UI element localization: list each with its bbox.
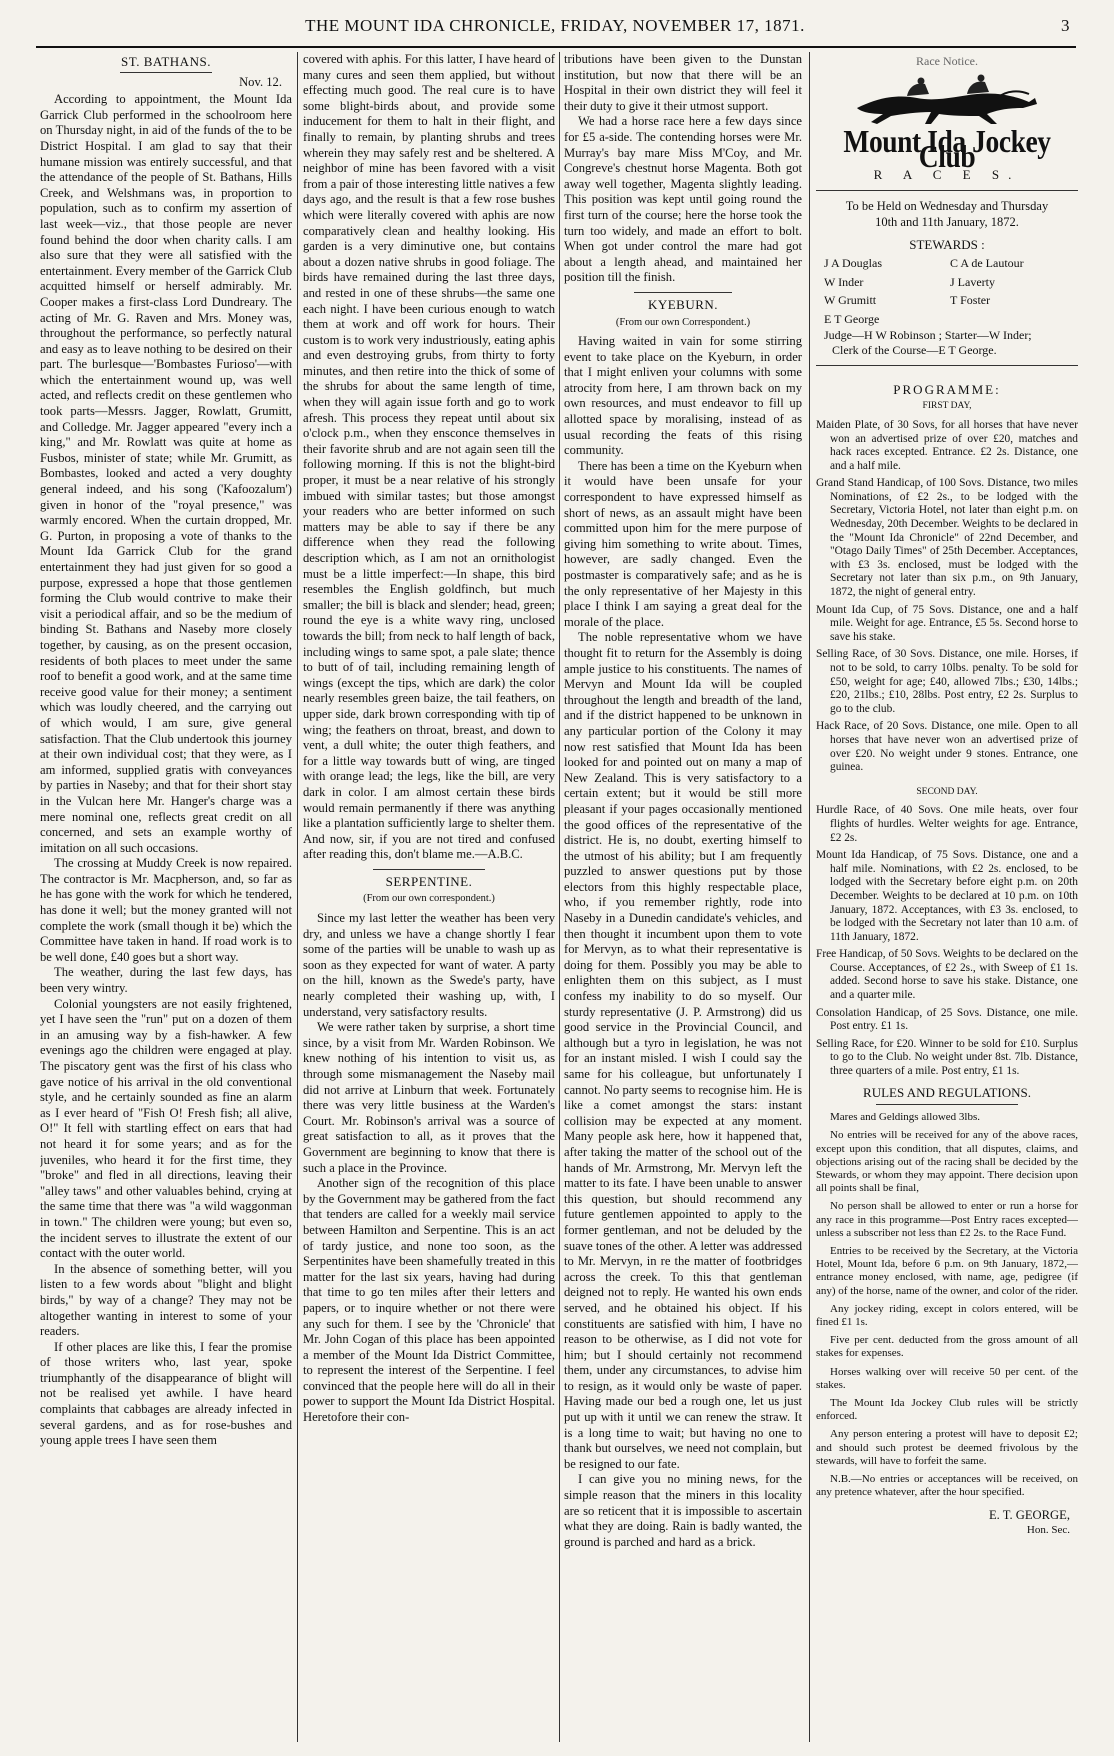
masthead: [40, 16, 1070, 46]
signature-title: Hon. Sec.: [1026, 1524, 1070, 1537]
ad-rule: [816, 190, 1078, 191]
article-paragraph: The crossing at Muddy Creek is now repaired. The contractor is Mr. Macpherson, and, so far as he has gone with the work for which he tendered, has done it well; but the money granted will not complete the work (small though it be) which the Committee have taken in hand. If road work is to be well done, £40 goes but a short way.: [40, 856, 292, 964]
stewards-list: [824, 256, 1078, 327]
article-paragraph: Having waited in vain for some stirring event to take place on the Kyeburn, in order that I might enliven your columns with some atrocity from here, I am thrown back on my own resources, and must endeavor to fill up allotted space by moralising, instead of as usual recording the feats of this rising community.: [564, 334, 802, 458]
races-label: R A C E S.: [873, 166, 1021, 182]
racehorse-illustration-icon: [847, 72, 1047, 128]
race-entry: Consolation Handicap, of 25 Sovs. Distance, one mile. Post entry. £1 1s.: [816, 1006, 1078, 1033]
signature-name: E. T. GEORGE,: [988, 1507, 1070, 1522]
article-paragraph: tributions have been given to the Dunstan institution, but now that there will be an Hospital in their own district they will feel it their duty to give it their utmost support.: [564, 52, 802, 113]
steward-name: [950, 312, 1078, 328]
rule-item: N.B.—No entries or acceptances will be received, on any pretence whatever, after the hour specified.: [816, 1473, 1078, 1499]
race-dates-line: 10th and 11th January, 1872.: [875, 214, 1019, 229]
article-paragraph: We were rather taken by surprise, a short time since, by a visit from Mr. Warden Robinson. We knew nothing of his intention to visit us, as through some mismanagement the Naseby mail did not arrive at Linburn that week. Fortunately there was very little business at the Warden's Court. Mr. Robinson's arrival was a source of great satisfaction to all, as it proves that the Government are beginning to know that there is such a place in the Province.: [303, 1020, 555, 1175]
race-entry: Free Handicap, of 50 Sovs. Weights to be declared on the Course. Acceptances, of £2 2s., with Sweep of £1 1s. added. Second horse to save his stake. Distance, one and a quarter mile.: [816, 948, 1078, 1002]
column-divider: [809, 52, 810, 1742]
rules-rule: [876, 1104, 1018, 1105]
rule-item: Horses walking over will receive 50 per cent. of the stakes.: [816, 1365, 1078, 1391]
steward-name: J Laverty: [950, 274, 995, 289]
article-paragraph: The noble representative whom we have thought fit to return for the Assembly is doing ample justice to his constituents. The names of Mervyn and Mount Ida will be coupled throughout the length and breadth of the land, and if the district happened to be unknown in any particular portion of the Colony it may now rest satisfied that Mount Ida has been looked for and pointed out on many a map of New Zealand. This is very satisfactory to a certain extent; but it would be still more pleasant if your pages occasionally mentioned the good offices of the representative of the district. He is, no doubt, exerting himself to the utmost of his ability; but I am frequently puzzled to answer questions put by those electors from this highly respectable place, who, if you remember rightly, rode into Naseby in a Dunedin candidate's vehicles, and then thought it incumbent upon them to vote for Mervyn, as to what their representative is doing for them. Possibly you may be able to enlighten them on this subject, as I must confess my inability to do so myself. Our sturdy representative (J. P. Armstrong) did us good service in the Provincial Council, and although but a tyro in legislation, he was not for an instant misled. I wish I could say the same for his colleague, but unfortunately I cannot. No party seems to recognise him. He is like a comet amongst the stars: instant collision may be expected at any moment. Many people ask here, how it happened that, after taking the matter of the school out of the hands of Mr. Armstrong, Mr. Mervyn left the matter to its fate. I have been unable to answer this question, but should recommend any future gentlemen appointed to apply to the former gentleman, and not be deluded by the suave tones of the other. A letter was addressed to Mr. Mervyn, in re the matter of footbridges across the creek. To this that gentleman deigned not to reply. He wanted his own ends served, and he obtained his object. If his constituents are satisfied with him, I have no reason to be otherwise, as I did not vote for him; but I should certainly not recommend them, under any circumstances, to advise him to resign, as it would only be waste of paper. Having made our bed a rough one, let us just put up with it until we can renew the straw. It is a long time to wait; but having no one to thank but ourselves, we need not complain, but be resigned to our fate.: [564, 630, 802, 1471]
race-entry: Grand Stand Handicap, of 100 Sovs. Distance, two miles Nominations, of £2 2s., to be lodged with the Secretary, Victoria Hotel, not later than eight p.m. on Wednesday, 20th December. Weights to be declared in the "Mount Ida Chronicle" of 22nd December, and "Otago Daily Times" of 25th December. Acceptances, with £3 3s. enclosed, must be lodged with the Secretary not later than six p.m., on 9th January, 1872, the night of general entry.: [816, 477, 1078, 599]
race-dates-line: To be Held on Wednesday and Thursday: [845, 199, 1049, 214]
heading-rule: [120, 72, 212, 73]
race-entry: Mount Ida Cup, of 75 Sovs. Distance, one and a half mile. Weight for age. Entrance, £5 5s. Second horse to save his stake.: [816, 603, 1078, 643]
judge-starter-line: Judge—H W Robinson ; Starter—W Inder;: [824, 327, 1032, 342]
article-heading-st-bathans: ST. BATHANS.: [121, 54, 211, 69]
column-3: [564, 52, 802, 1742]
page-number: 3: [1061, 16, 1070, 35]
race-entry: Hack Race, of 20 Sovs. Distance, one mile. Open to all horses that have never won an advertised prize of over £20. No weight under 9 stones. Entrance, one guinea.: [816, 720, 1078, 774]
ad-rule: [816, 365, 1078, 366]
officials: [824, 328, 1078, 359]
article-paragraph: According to appointment, the Mount Ida Garrick Club performed in the schoolroom here on Thursday night, in aid of the funds of the to be District Hospital. I am glad to say that their humane mission was entirely successful, and that the attendance of the people of St. Bathans, Hills Creek, and Welshmans was, in proportion to population, such as to confirm my assertion of last week—viz., that those people are never found behind the door when charity calls. I am also sure that they were all satisfied with the entertainment. Every member of the Garrick Club acquitted himself or herself admirably. Mr. Cooper makes a first-class Lord Dundreary. The acting of Mr. G. Raven and Mrs. Money was, throughout the performance, so perfectly natural and easy as to leave nothing to be desired on their part. The burlesque—'Bombastes Furioso'—with which the entertainment wound up, was well acted, and reflects credit on these gentlemen who took parts—Messrs. Jagger, Rowlatt, Grumitt, and Colledge. Mr. Jagger appeared "every inch a king," and Mr. Rowlatt was quite at home as Fusbos, minister of state; while Mr. Grumitt, as Bombastes, looked and acted a very doughty general indeed, and his song ('Kafoozalum') given in honor of the "royal presence," was warmly encored. When the curtain dropped, Mr. G. Purton, in proposing a vote of thanks to the Mount Ida Garrick Club for the grand entertainment they had just given for so good a purpose, expressed a hope that those gentlemen forming the Club would contrive to make their visit a periodical affair, and so be the medium of binding St. Bathans and Naseby more closely together, by causing, as on the present occasion, residents of both places to meet under the same roof to benefit a good work, and at the same time receive good value for their money; a sentiment which was loudly cheered, and the carrying out of which would, I am sure, give general satisfaction. That the Club undertook this journey at their own individual cost; that they were, as I am informed, supplied gratis with conveyances by parties in Naseby; and that for their short stay in the Vulcan here Mr. Hanger's charge was a mere nominal one, reflects great credit on all concerned, and sets an example worthy of imitation on all such occasions.: [40, 92, 292, 855]
article-subhead: (From our own correspondent.): [363, 893, 495, 905]
programme-title: PROGRAMME:: [893, 381, 1001, 397]
steward-name: J A Douglas: [824, 256, 883, 271]
column-4-race-advertisement: [816, 52, 1078, 1742]
race-entry: Maiden Plate, of 30 Sovs, for all horses that have never won an advertised prize of over £20, matches and hack races excepted. Entrance. £2 2s. Distance, one and a half mile.: [816, 418, 1078, 472]
column-divider: [297, 52, 298, 1742]
article-paragraph: Another sign of the recognition of this place by the Government may be gathered from the fact that tenders are called for a weekly mail service between Hamilton and Serpentine. This is an act of tardy justice, and none too soon, as the Serpentinites have been shamefully treated in this matter for the last six years, having had during that time to go ten miles after their letters and papers, or to inquire whether or not there were any such for them. I see by the 'Chronicle' that Mr. John Cogan of this place has been appointed a member of the Mount Ida District Committee, to represent the interest of the Serpentine. I feel convinced that the people here will do all in their power to support the Mount Ida District Hospital. Heretofore their con-: [303, 1176, 555, 1425]
rule-item: No entries will be received for any of the above races, except upon this condition, that all disputes, claims, and objections arising out of the racing shall be decided by the Stewards, or whom they may appoint. There decision upon all points shall be final,: [816, 1129, 1078, 1195]
rule-item: Mares and Geldings allowed 3lbs.: [830, 1111, 980, 1124]
rule-item: No person shall be allowed to enter or run a horse for any race in this programme—Post Entry races excepted—unless a subscriber not less than £2 2s. to the Race Fund.: [816, 1200, 1078, 1239]
article-paragraph: There has been a time on the Kyeburn when it would have been unsafe for your correspondent to have expressed himself as short of news, as an assault might have been committed upon him for the mere purpose of giving him something to write about. Times, however, are sadly changed. Even the postmaster is comparatively safe; and as he is the only representative of her Majesty in this place I think I am saying a great deal for the morale of the place.: [564, 458, 802, 629]
rule-item: Entries to be received by the Secretary, at the Victoria Hotel, Mount Ida, before 6 p.m. on 9th January, 1872,—entrance money enclosed, with name, age, pedigree (if any) of the horse, name of the owner, and color of the rider.: [816, 1245, 1078, 1297]
steward-name: T Foster: [950, 293, 991, 308]
race-entry: Selling Race, for £20. Winner to be sold for £10. Surplus to go to the Club. No weight under 8st. 7lb. Distance, three quarters of a mile. Post entry, £1 1s.: [816, 1037, 1078, 1078]
article-heading-kyeburn: KYEBURN.: [647, 296, 719, 312]
stewards-title: STEWARDS :: [909, 236, 985, 252]
article-dateline: Nov. 12.: [239, 74, 282, 89]
column-divider: [559, 52, 560, 1742]
ad-title: Race Notice.: [916, 54, 978, 68]
steward-name: W Inder: [824, 274, 864, 289]
article-paragraph: Since my last letter the weather has been very dry, and unless we have a change shortly I fear some of the parties will be unable to wash up as soon as they expected for want of water. A party on the hill, known as the Swede's party, have nearly completed their washing up, with, I understand, very satisfactory results.: [303, 911, 555, 1019]
rule-item: Any person entering a protest will have to deposit £2; and should such protest be deemed frivolous by the stewards, will have to forfeit the same.: [816, 1428, 1078, 1467]
article-paragraph: We had a horse race here a few days since for £5 a-side. The contending horses were Mr. Murray's bay mare Miss M'Coy, and Mr. Congreve's chestnut horse Magenta. Both got away well together, Magenta slightly leading. This position was kept until going round the first turn of the course; here the horse took the turn too widely, and made an effort to bolt. When got under control the mare had got about a length ahead, and maintained her position till the finish.: [564, 114, 802, 285]
rule-item: Any jockey riding, except in colors entered, will be fined £1 1s.: [816, 1302, 1078, 1329]
steward-name: W Grumitt: [824, 293, 877, 308]
article-paragraph: If other places are like this, I fear the promise of those writers who, last year, spoke triumphantly of the disappearance of blight will not be realised yet awhile. I have heard complaints that cabbages are already infected in several gardens, and as for rose-bushes and young apple trees I have seen them: [40, 1339, 292, 1448]
article-paragraph: The weather, during the last few days, has been very wintry.: [40, 965, 292, 996]
article-paragraph: In the absence of something better, will you listen to a few words about "blight and blight birds," by way of a change? They may not be altogether wanting in interest to some of your readers.: [40, 1261, 292, 1339]
race-entry: Mount Ida Handicap, of 75 Sovs. Distance, one and a half mile. Nominations, with £2 2s. enclosed, to be lodged with the Secretary before eight p.m. on 20th December. Weights to be declared at 10 p.m. on 10th January, 1872. Acceptances, with £3 3s. enclosed, to be lodged with the Secretary not later than 10 a.m. of 11th January, 1872.: [816, 849, 1078, 943]
rule-item: Five per cent. deducted from the gross amount of all stakes for expenses.: [816, 1334, 1078, 1360]
second-day-heading: SECOND DAY.: [916, 786, 978, 797]
first-day-heading: FIRST DAY,: [922, 401, 972, 412]
section-rule: [634, 292, 732, 293]
masthead-title: THE MOUNT IDA CHRONICLE, FRIDAY, NOVEMBER 17, 1871.: [305, 16, 805, 35]
section-rule: [373, 869, 485, 870]
race-entry: Hurdle Race, of 40 Sovs. One mile heats, over four flights of hurdles. Welter weights for age. Entrance, £2 2s.: [816, 804, 1078, 844]
article-paragraph: Colonial youngsters are not easily frightened, yet I have seen the "run" put on a dozen of them in an amusing way by a fish-hawker. A few evenings ago the children were engaged at play. The piscatory gent was the first of his class who gave notice of his arrival in the old conventional style, and he certainly sounded as fine an alarm as I ever heard of "Fish O! Fresh fish; all alive, O!" It fell with startling effect on ears that had not heard it for some years; and as for the juveniles, who heard it for the first time, they "broke" and fled in all directions, leaving their "alley taws" and other valuables behind, crying at the same time that there was "a wild waggonman in town." The children were young; but even so, the incident serves to illustrate the extent of our contact with the outer world.: [40, 996, 292, 1261]
article-paragraph: covered with aphis. For this latter, I have heard of many cures and seen them applied, but without effecting much good. The real cure is to have some blight-birds about, and provide some inducement for them to halt in their flight, and finally to remain, by planting shrubs and trees wherein they may safely rest and be sheltered. A neighbor of mine has been favored with a visit from a pair of those interesting little natives a few days ago, and the result is that a few rose bushes which were literally covered with aphis are now comparatively clean and healthy looking. His garden is a very diminutive one, but contains about a dozen native shrubs in good foliage. The birds have remained during the last three days, and rested in one of these shrubs—the same one each night. I have been curious enough to watch them at work and off work for hours. Their custom is to work very industriously, eating aphis and even destroying grubs, from thirty to forty minutes, and then retire into the thick of some of the shrubs for about the same length of time, when they will again issue forth and go to work afresh. This process they repeat until about six o'clock p.m., when they ensconce themselves in their favorite shrub and are not again seen till the following morning. If this is not the blight-bird proper, it must be a near relative of his strongly imbued with similar tastes; but those amongst your readers who are better informed on such matters may be able to say if there be any difference when they read the following description which, as I am not an ornithologist must be a little imperfect:—In shape, this bird resembles the English goldfinch, but much smaller; the bill is black and slender; head, green; round the eye is a white wavy ring, unclosed towards the bill; from neck to half length of back, including wings to same spot, a pale slate; thence to butt of of tail, including remaining length of wings (except the tips, which are dark) the color nearly resembles green baize, the tail feathers, on upper side, dark brown corresponding with tip of wing; the feathers on throat, breast, and down to vent, a dull white; the outer thigh feathers, and for a little way towards butt of wing, are tinged with orange lead; the legs, like the bill, are very dark in color. I am almost certain these birds would remain permanently if there was anything like a plantation sufficiently large to shelter them. And now, sir, if you are not tired and confused after reading this, don't blame me.—A.B.C.: [303, 52, 555, 862]
race-dates: [816, 199, 1078, 230]
rule-item: The Mount Ida Jockey Club rules will be strictly enforced.: [816, 1397, 1078, 1423]
masthead-rule: [36, 46, 1076, 48]
column-1: [40, 52, 292, 1742]
column-2: [303, 52, 555, 1742]
article-subhead: (From our own Correspondent.): [615, 316, 751, 328]
steward-name: E T George: [824, 311, 880, 326]
article-paragraph: I can give you no mining news, for the simple reason that the miners in this locality are so reticent that it is impossible to ascertain what they are doing. Rain is badly wanted, the ground is parched and hard as a brick.: [564, 1472, 802, 1549]
clerk-line: Clerk of the Course—E T George.: [832, 343, 997, 358]
race-entry: Selling Race, of 30 Sovs. Distance, one mile. Horses, if not to be sold, to carry 10lbs. penalty. To be sold for £50, weight for age; £40, allowed 7lbs.; £30, 14lbs.; £20, 21lbs.; £10, 28lbs. Post entry, £2 2s. Surplus to go to the club.: [816, 648, 1078, 715]
article-heading-serpentine: SERPENTINE.: [385, 873, 473, 889]
club-name: Mount Ida Jockey Club: [843, 122, 1051, 175]
rules-title: RULES AND REGULATIONS.: [863, 1084, 1031, 1100]
steward-name: C A de Lautour: [950, 256, 1024, 271]
